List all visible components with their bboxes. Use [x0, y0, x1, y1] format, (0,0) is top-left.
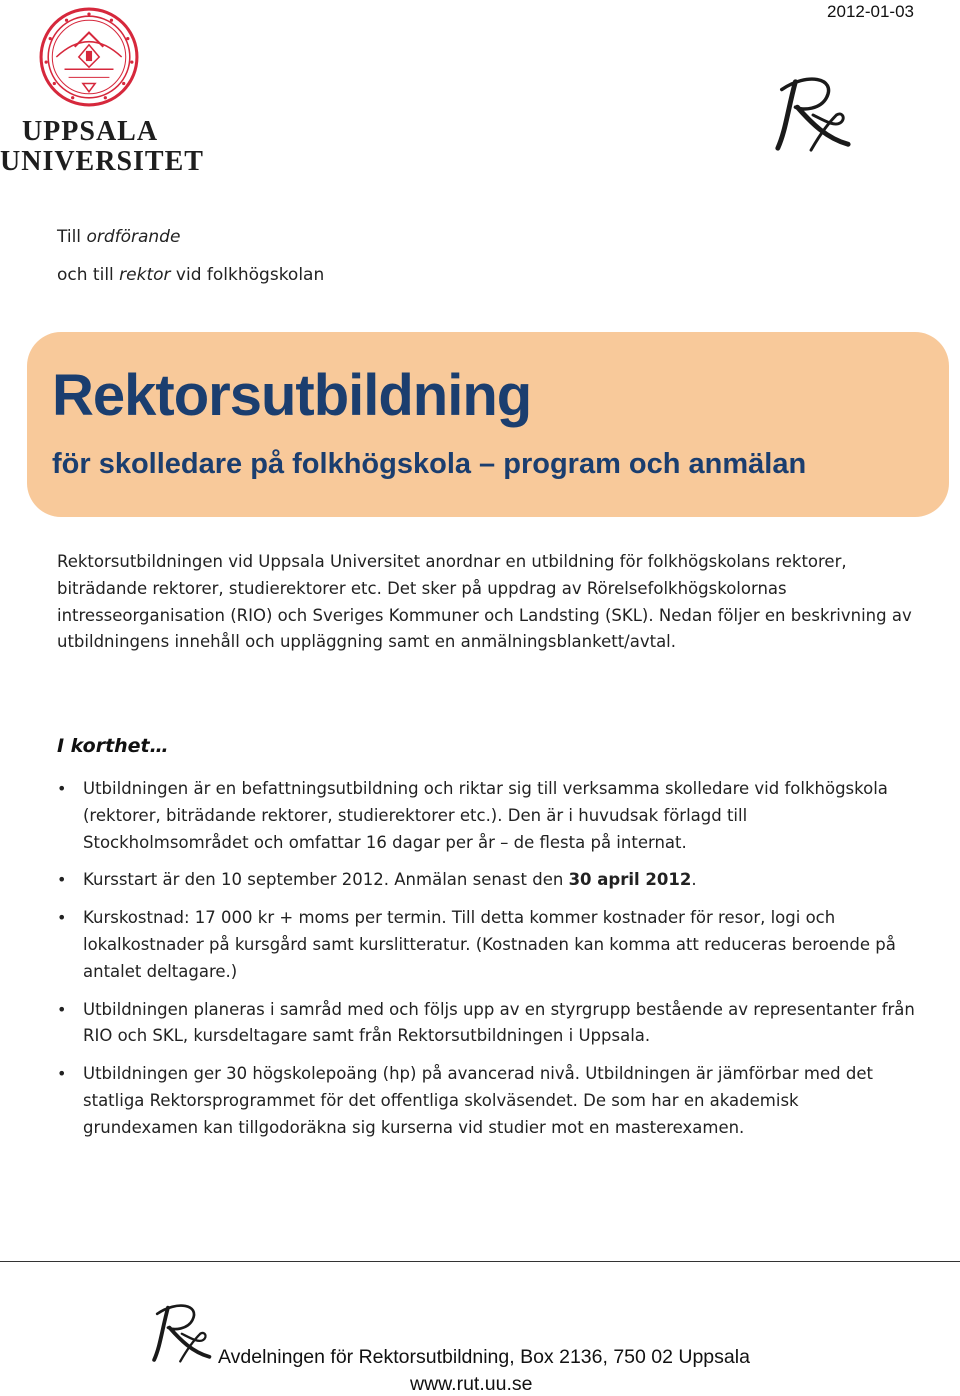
bullet-icon: •: [57, 999, 67, 1019]
university-name-line2: UNIVERSITET: [0, 146, 204, 177]
university-name-line1: UPPSALA: [21, 116, 159, 147]
list-item-text: Utbildningen ger 30 högskolepoäng (hp) på avancerad nivå. Utbildningen är jämförbar med det statliga Rektorsprogrammet för det offentliga skolväsendet. De som har en akademisk grundexamen kan tillgodoräkna sig kurserna vid studier mot en masterexamen.: [83, 1064, 873, 1137]
university-seal-icon: [38, 6, 140, 108]
footer-divider: [0, 1261, 960, 1262]
footer-website-link[interactable]: www.rut.uu.se: [410, 1373, 533, 1395]
list-item-text: Kursstart är den 10 september 2012. Anmälan senast den: [83, 870, 569, 890]
addressee-role-chair: ordförande: [86, 227, 181, 247]
addressee-line-2: [57, 265, 324, 285]
list-item: [57, 776, 917, 856]
list-item-text: Utbildningen planeras i samråd med och följs upp av en styrgrupp bestående av representanter från RIO och SKL, kursdeltagare samt från Rektorsutbildningen i Uppsala.: [83, 999, 915, 1046]
uppsala-university-logo: [0, 6, 204, 178]
page-subtitle: för skolledare på folkhögskola – program och anmälan: [52, 448, 807, 480]
document-date: 2012-01-03: [827, 2, 914, 21]
addressee-role-principal: rektor: [119, 265, 171, 285]
list-item-text-end: .: [691, 870, 697, 890]
list-item: [57, 1061, 917, 1141]
list-item: [57, 997, 917, 1051]
intro-paragraph: Rektorsutbildningen vid Uppsala Universitet anordnar en utbildning för folkhögskolans rektorer, biträdande rektorer, studierektorer etc. Det sker på uppdrag av Rörelsefolkhögskolornas intresseorganisation (RIO) och Sveriges Kommuner och Landsting (SKL). Nedan följer en beskrivning av utbildningens innehåll och uppläggning samt en anmälningsblankett/avtal.: [57, 552, 912, 652]
list-item-text: Utbildningen är en befattningsutbildning och riktar sig till verksamma skolledare vid folkhögskola (rektorer, biträdande rektorer, studierektorer etc.). Den är i huvudsak förlagd till Stockholmsområdet och omfattar 16 dagar per år – de flesta på internat.: [83, 779, 888, 852]
list-item: [57, 905, 917, 985]
deadline-date: 30 april 2012: [568, 870, 692, 890]
addressee-line-1: [57, 227, 180, 247]
addressee-prefix: Till: [57, 227, 87, 247]
summary-heading: I korthet…: [57, 735, 169, 757]
rektorsutbildning-logo-icon: [768, 72, 856, 156]
addressee-suffix: vid folkhögskolan: [170, 265, 325, 285]
addressee-prefix: och till: [57, 265, 120, 285]
footer-logo-icon: [146, 1300, 216, 1366]
title-banner: [27, 332, 949, 517]
bullet-icon: •: [57, 779, 67, 798]
bullet-icon: •: [57, 908, 67, 928]
page-title: Rektorsutbildning: [52, 363, 532, 428]
bullet-icon: •: [57, 870, 67, 890]
footer-address: Avdelningen för Rektorsutbildning, Box 2136, 750 02 Uppsala: [218, 1346, 750, 1368]
bullet-icon: •: [57, 1064, 67, 1084]
list-item: [57, 867, 917, 894]
summary-list: [57, 776, 917, 1153]
list-item-text: Kurskostnad: 17 000 kr + moms per termin. Till detta kommer kostnader för resor, logi och lokalkostnader på kursgård samt kurslitteratur. (Kostnaden kan komma att reduceras beroende på antalet deltagare.): [83, 908, 896, 981]
